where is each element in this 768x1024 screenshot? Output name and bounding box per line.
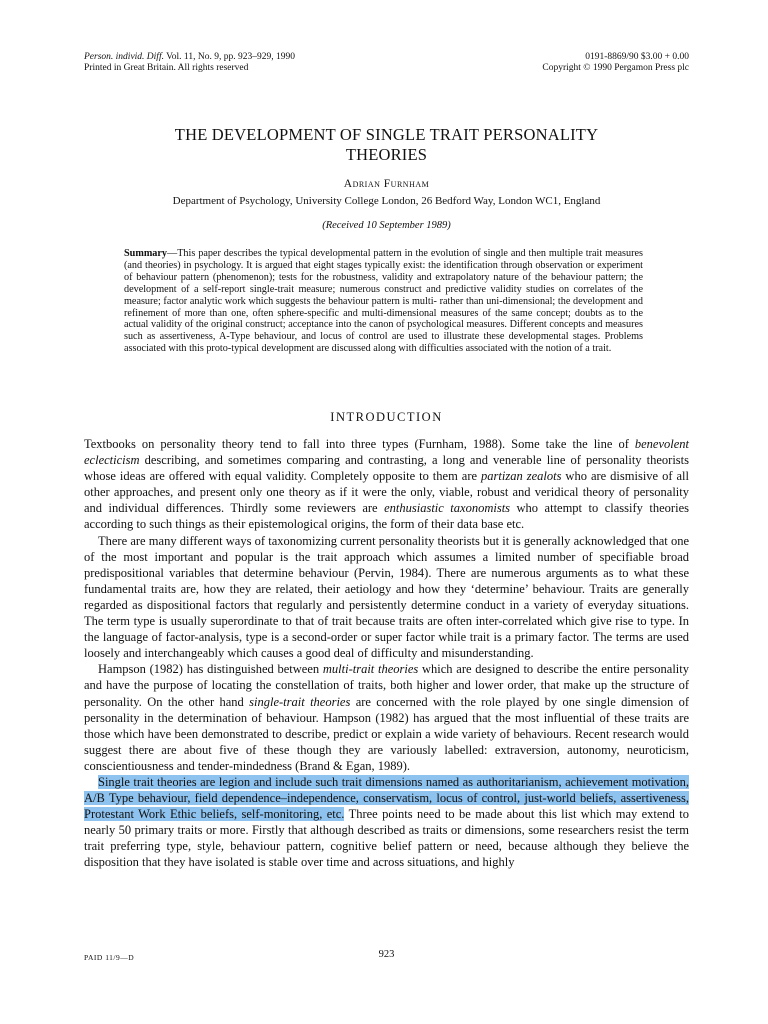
author-name: Adrian Furnham <box>343 178 430 190</box>
footer-code: PAID 11/9—D <box>84 953 135 962</box>
italic-term: single-trait theories <box>249 694 351 709</box>
journal-volume: Vol. 11, No. 9, pp. 923–929, 1990 <box>163 52 295 62</box>
article-title-line-1: THE DEVELOPMENT OF SINGLE TRAIT PERSONALITY <box>174 125 599 144</box>
paragraph-3 <box>84 661 689 774</box>
received-date: (Received 10 September 1989) <box>322 220 451 231</box>
abstract-text: —This paper describes the typical developmental pattern in the evolution of single and then multiple trait measures (and theories) in psychology. It is argued that eight stages typically exist: the identification through observation or experiment of behaviour pattern (phenomenon); tests for the robustness, validity and extrapolatory nature of the behaviour pattern; the development of a self-report single-trait measure; numerous construct and predictive validity studies on correlates of the measure; factor analytic work which suggests the behaviour pattern is multi- rather than uni-dimensional; the development and refinement of more than one, often sphere-specific and multi-dimensional measures of the same concept; doubts as to the actual validity of the original construct; acceptance into the canon of psychological measures. Different concepts and measures such as assertiveness, A-Type behaviour, and locus of control are used to illustrate these developmental stages. Problems associated with this proto-typical development are discussed along with difficulties associated with the notion of a trait. <box>124 248 643 355</box>
paragraph-4 <box>84 774 689 871</box>
article-title <box>84 125 689 165</box>
journal-citation <box>84 52 295 63</box>
section-heading-introduction: INTRODUCTION <box>330 410 443 424</box>
italic-term: enthusiastic taxonomists <box>384 501 511 516</box>
italic-term: partizan zealots <box>481 469 562 484</box>
abstract-label: Summary <box>124 248 168 259</box>
issn-price: 0191-8869/90 $3.00 + 0.00 <box>585 52 689 62</box>
journal-name: Person. individ. Diff. <box>84 52 164 62</box>
abstract <box>124 248 643 355</box>
journal-header-right <box>542 52 689 74</box>
journal-header-left <box>84 52 295 74</box>
text-run: which are designed to describe the entire personality and have the purpose of locating the constellation of traits, both higher and lower order, that make up the structure of personality. On the other hand <box>84 662 689 709</box>
text-run: Three points need to be made about this list which may extend to nearly 50 primary traits or more. Firstly that although described as traits or dimensions, some researchers resist the term trait preferring type, style, behaviour pattern, cognitive belief pattern or need, because although they believe the disposition that they have isolated is stable over time and across situations, and highly <box>84 807 689 870</box>
text-run: Hampson (1982) has distinguished between <box>98 662 323 677</box>
italic-term: benevolent eclecticism <box>84 437 689 468</box>
text-run: who are dismisive of all other approaches, and present only one theory as if it were the only, viable, robust and veridical theory of personality and individual differences. Thirdly some reviewers are <box>84 469 689 516</box>
printed-note: Printed in Great Britain. All rights reserved <box>84 63 249 73</box>
text-run: describing, and sometimes comparing and contrasting, a long and venerable line of personality theorists whose ideas are offered with equal validity. Completely opposite to them are <box>84 453 689 484</box>
highlighted-text[interactable]: Single trait theories are legion and include such trait dimensions named as authoritarianism, achievement motivation, A/B Type behaviour, field dependence–independence, conservatism, locus of control, just-world beliefs, assertiveness, Protestant Work Ethic beliefs, self-monitoring, etc. <box>84 774 689 822</box>
paragraph-1 <box>84 436 689 533</box>
text-run: Textbooks on personality theory tend to fall into three types (Furnham, 1988). Some take the line of <box>84 437 635 451</box>
body-text <box>84 436 689 871</box>
page-number: 923 <box>378 949 395 960</box>
article-title-line-2: THEORIES <box>345 145 428 164</box>
text-run: are concerned with the role played by one single dimension of personality in the determination of behaviour. Hampson (1982) has argued that the most influential of these traits are those which have been demonstrated to describe, predict or explain a wide variety of behaviours. Recent research would suggest there are about five of these though they are variously labelled: extraversion, autonomy, neuroticism, conscientiousness and tender-mindedness (Brand & Egan, 1989). <box>84 694 689 773</box>
text-run: who attempt to classify theories according to such things as their epistemological origins, the form of their data base etc. <box>84 501 689 532</box>
author-affiliation: Department of Psychology, University College London, 26 Bedford Way, London WC1, England <box>172 195 601 207</box>
italic-term: multi-trait theories <box>322 662 419 677</box>
paragraph-2: There are many different ways of taxonomizing current personality theorists but it is generally acknowledged that one of the most important and popular is the trait approach which assumes a limited number of specifiable broad predispositional variables that determine behaviour (Pervin, 1984). There are numerous arguments as to what these fundamental traits are, how they are related, their aetiology and how they ‘determine’ behaviour. Traits are generally regarded as dispositional factors that regularly and persistently determine conduct in a variety of everyday situations. The term type is usually superordinate to that of trait because traits are often inter-correlated which give rise to type. In the language of factor-analysis, type is a second-order or super factor while trait is a primary factor. The terms are used loosely and interchangeably which causes a good deal of difficulty and misunderstanding. <box>84 533 689 661</box>
copyright-note: Copyright © 1990 Pergamon Press plc <box>542 63 689 73</box>
